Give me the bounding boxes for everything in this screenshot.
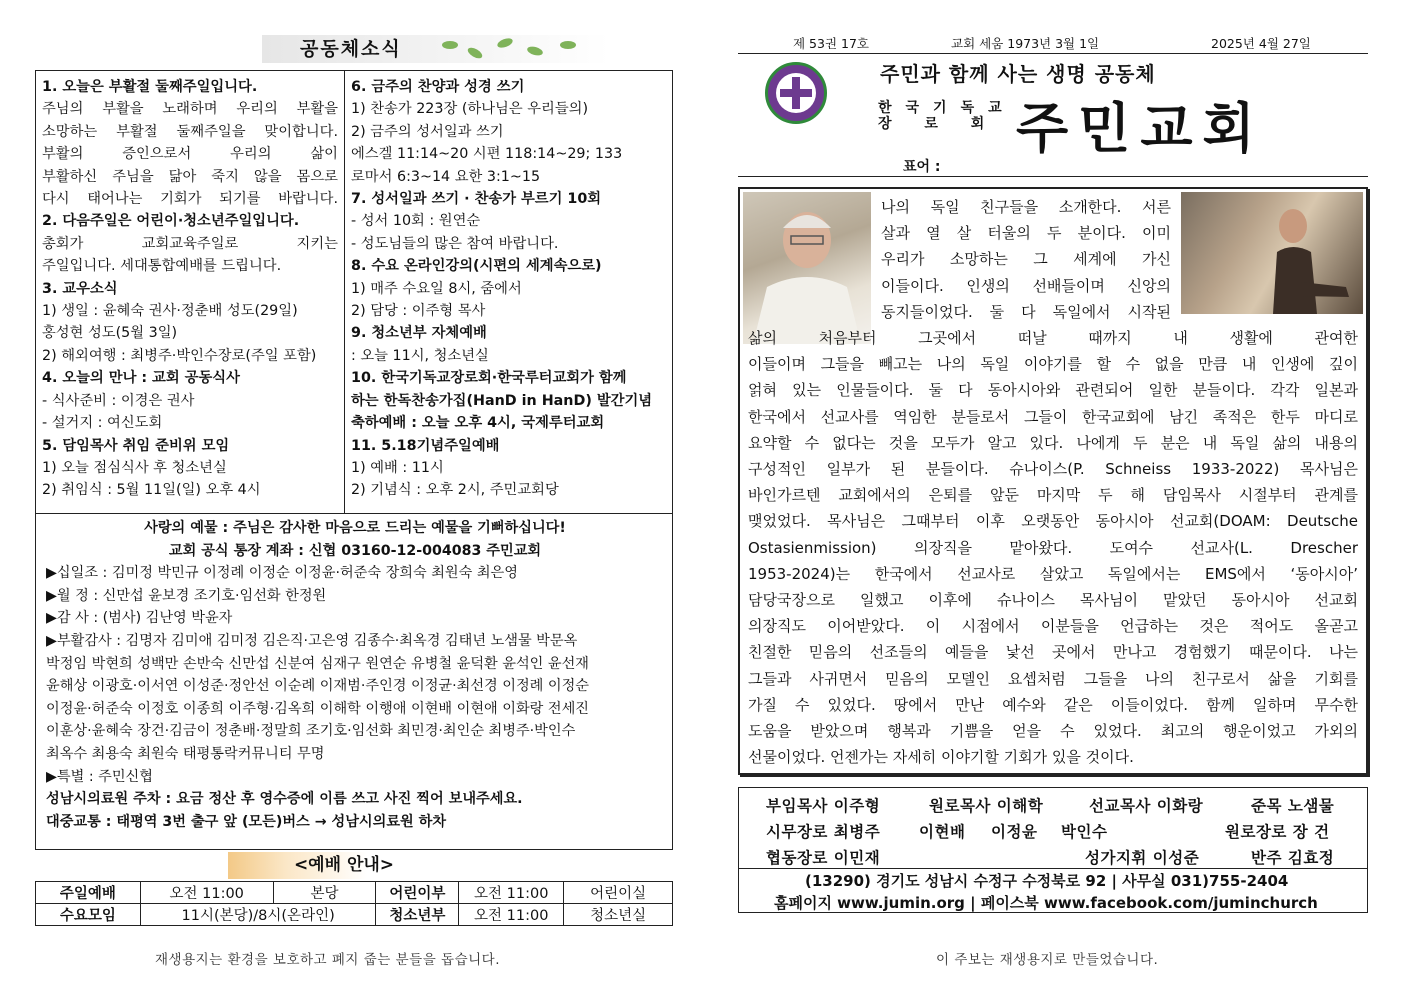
issue-date: 2025년 4월 27일 [1211,36,1311,51]
article-line: 요약할 수 없다는 것을 모두가 알고 있다. 나에게 두 분은 내 독일 삶의 내용의 [748,433,1358,452]
leaf-decoration [442,41,458,49]
denomination: 한국기독교 장 로 회 [878,100,1016,132]
text-line: 부활하신 주님을 닮아 죽지 않을 몸으로 [42,168,338,185]
text-line: 에스겔 11:14~20 시편 118:14~29; 133 [351,146,623,163]
text-line: 이정윤·허준숙 이정호 이종희 이주형·김옥희 이해학 이행애 이현배 이현애 이화랑 전세진 [46,700,589,717]
volume-number: 제 53권 17호 [793,36,869,51]
article-line: 바인가르텐 교회에서의 은퇴를 앞둔 마지막 두 해 담임목사 시절부터 관계를 [748,486,1358,505]
text-line: 2) 취임식 : 5월 11일(일) 오후 4시 [42,482,261,499]
article-line: 친절한 믿음의 선조들의 예들을 낯선 곳에서 만나고 경험했기 때문이다. 나는 [748,643,1358,662]
article-line: 살과 열 살 터울의 두 분이다. 이미 [881,224,1171,243]
staff-item: 박인수 [1061,823,1108,841]
text-line: 1) 생일 : 윤혜숙 권사·정춘배 성도(29일) [42,303,298,320]
text-line: 대중교통 : 태평역 3번 출구 앞 (모든)버스 → 성남시의료원 하차 [46,813,447,830]
text-line: 11. 5.18기념주일예배 [351,437,500,454]
text-line: 1) 오늘 점심식사 후 청소년실 [42,459,227,476]
staff-item: 시무장로 최병주 [766,823,881,841]
leaf-decoration [496,37,514,50]
founded-date: 교회 세움 1973년 3월 1일 [951,36,1100,51]
table-cell: 청소년실 [564,904,673,926]
article-line: 나의 독일 친구들을 소개한다. 서른 [881,198,1171,216]
text-line: : 오늘 11시, 청소년실 [351,347,489,364]
staff-item: 성가지휘 이성준 [1085,849,1200,867]
staff-item: 협동장로 이민재 [766,849,881,867]
staff-item: 선교목사 이화랑 [1089,797,1204,815]
table-cell: 오전 11:00 [459,904,564,926]
table-cell: 오전 11:00 [140,882,273,904]
text-line: 최옥수 최용숙 최원숙 태평통락커뮤니티 무명 [46,745,325,762]
worship-title: <예배 안내> [228,852,460,879]
staff-item: 이현배 [919,823,966,841]
text-line: 1) 매주 수요일 8시, 줌에서 [351,280,522,297]
church-name: 주민교회 [1016,97,1265,160]
text-line: ▶부활감사 : 김명자 김미애 김미정 김은직·고은영 김종수·최옥경 김태년 노샘물 박문옥 [46,632,578,649]
staff-item: 원로장로 장 건 [1225,823,1330,841]
photo-schneiss [743,192,871,344]
text-line: 홍성현 성도(5월 3일) [42,325,178,342]
text-line: ▶월 정 : 신만섭 윤보경 조기호·임선화 한정원 [46,587,327,604]
text-line: 2) 해외여행 : 최병주·박인수장로(주일 포함) [42,347,317,364]
text-line: 교회 공식 통장 계좌 : 신협 03160-12-004083 주민교회 [168,542,542,559]
staff-box [738,787,1368,913]
text-line: 10. 한국기독교장로회·한국루터교회가 함께 [351,370,627,387]
leaf-decoration [526,45,544,57]
text-line: 축하예배 : 오늘 오후 4시, 국제루터교회 [351,415,605,432]
text-line: 다시 태어나는 기회가 되기를 바랍니다. [42,191,338,208]
text-line: ▶십일조 : 김미정 박민규 이정례 이정순 이정윤·허준숙 장희숙 최원숙 최은영 [46,565,518,582]
text-line: 윤해상 이광호·이서연 이성준·정안선 이순례 이재범·주인경 이정균·최선경 이정례 이정순 [46,678,589,695]
table-row [36,882,673,904]
text-line: ▶특별 : 주민신협 [46,768,153,785]
text-line: - 식사준비 : 이경은 권사 [42,392,195,409]
text-line: 2) 금주의 성서일과 쓰기 [351,123,504,140]
text-line: 8. 수요 온라인강의(시편의 세계속으로) [351,258,602,275]
offering-box [35,514,673,850]
text-line: 주일입니다. 세대통합예배를 드립니다. [42,258,282,275]
staff-item: 부임목사 이주형 [766,797,881,815]
article-line: 이들이며 그들을 빼고는 나의 독일 이야기를 할 수 없을 만큼 내 인생에 깊이 [748,355,1358,374]
article-line: 얽혀 있는 인물들이다. 둘 다 동아시아와 관련되어 일한 분들이다. 각각 일본과 [748,381,1358,400]
table-cell: 청소년부 [376,904,459,926]
text-line: 2) 기념식 : 오후 2시, 주민교회당 [351,482,559,499]
leaf-decoration [466,46,484,61]
article-line: Ostasienmission) 의장직을 맡아왔다. 도여수 선교사(L. Drescher [748,538,1358,557]
table-cell: 수요모임 [36,904,141,926]
text-line: 주님의 부활을 노래하며 우리의 부활을 [42,101,338,118]
text-line: ▶감 사 : (범사) 김난영 박윤자 [46,610,233,627]
article-line: 1953-2024)는 한국에서 선교사로 살았고 독일에서는 EMS에서 ‘동아시아’ [748,564,1358,583]
text-line: 성남시의료원 주차 : 요금 정산 후 영수증에 이름 쓰고 사진 찍어 보내주세요. [46,791,523,808]
text-line: 부활의 증인으로서 우리의 삶이 [42,146,338,163]
text-line: 총회가 교회교육주일로 지키는 [42,235,338,252]
staff-item: 이정윤 [991,823,1038,841]
table-row [36,904,673,926]
divider [738,176,1368,177]
staff-item: 반주 김효정 [1251,849,1335,867]
text-line: - 성도님들의 많은 참여 바랍니다. [351,235,559,252]
article-line: 가질 수 있었다. 땅에서 만난 예수와 같은 이들이었다. 함께 일하며 무수한 [748,695,1358,714]
table-cell: 본당 [273,882,376,904]
text-line: 2. 다음주일은 어린이·청소년주일입니다. [42,213,300,230]
text-line: 소망하는 부활절 둘째주일을 맞이합니다. [42,123,338,140]
staff-item: 원로목사 이해학 [929,797,1044,815]
text-line: 1) 예배 : 11시 [351,459,444,476]
article-line: 맺었었다. 목사님은 그때부터 이후 오랫동안 동아시아 선교회(DOAM: Deutsche [748,512,1358,531]
text-line: 박정임 박현희 성백만 손반숙 신만섭 신분여 심재구 원연순 유병철 윤덕환 윤석인 윤선재 [46,655,589,672]
church-address: (13290) 경기도 성남시 수정구 수정북로 92 | 사무실 031)755-2404 [805,872,1289,890]
text-line: 사랑의 예물 : 주님은 감사한 마음으로 드리는 예물을 기뻐하십니다! [144,520,566,536]
news-column-right [345,70,673,514]
text-line: 로마서 6:3~14 요한 3:1~15 [351,168,541,185]
text-line: 6. 금주의 찬양과 성경 쓰기 [351,79,525,95]
left-footer: 재생용지는 환경을 보호하고 폐지 줍는 분들을 돕습니다. [155,952,500,968]
text-line: 7. 성서일과 쓰기 · 찬송가 부르기 10회 [351,191,602,208]
text-line: - 설거지 : 여신도회 [42,415,163,432]
text-line: 3. 교우소식 [42,280,118,297]
leaf-decoration [560,41,576,49]
church-logo-icon [765,62,827,124]
article-line: 담당국장으로 일했고 이후에 슈나이스 목사님이 맡았던 동아시아 선교회 [748,591,1358,609]
section-title: 공동체소식 [262,35,610,63]
text-line: 5. 담임목사 취임 준비위 모임 [42,437,230,454]
article-line: 동지들이었다. 둘 다 독일에서 시작된 [881,302,1171,321]
article-line: 삶의 처음부터 그곳에서 떠날 때까지 내 생활에 관여한 [748,329,1358,347]
right-footer: 이 주보는 재생용지로 만들었습니다. [936,952,1159,968]
article-line: 도움을 받았으며 행복과 기쁨을 얻을 수 있었다. 최고의 행운이었고 가외의 [748,722,1358,740]
church-web[interactable]: 홈페이지 www.jumin.org | 페이스북 www.facebook.com/juminchurch [774,894,1318,912]
text-line: 하는 한독찬송가집(HanD in HanD) 발간기념 [351,392,653,409]
table-cell: 어린이실 [564,882,673,904]
news-column-left [35,70,345,514]
article-line: 구성적인 일부가 된 분들이다. 슈나이스(P. Schneiss 1933-2022) 목사님은 [748,460,1358,478]
table-cell: 오전 11:00 [459,882,564,904]
text-line: 1) 찬송가 223장 (하나님은 우리들의) [351,101,589,118]
article-line: 한국에서 선교사를 역임한 분들로서 그들이 한국교회에 남긴 족적은 한두 마디로 [748,407,1358,426]
photo-drescher [1181,192,1363,314]
article-line: 선물이었다. 언젠가는 자세히 이야기할 기회가 있을 것이다. [748,748,1134,767]
worship-schedule-table [35,881,673,926]
table-cell: 11시(본당)/8시(온라인) [140,904,376,926]
issue-header [738,34,1368,54]
text-line: 1. 오늘은 부활절 둘째주일입니다. [42,79,258,95]
church-motto: 주민과 함께 사는 생명 공동체 [880,62,1156,86]
article-line: 의장직도 이어받았다. 이 시점에서 이분들을 언급하는 것은 적어도 올곧고 [748,617,1358,636]
article-line: 이들이다. 인생의 선배들이며 신앙의 [881,276,1171,295]
table-cell: 어린이부 [376,882,459,904]
staff-item: 준목 노샘물 [1251,797,1335,815]
text-line: 4. 오늘의 만나 : 교회 공동식사 [42,370,240,387]
text-line: - 성서 10회 : 원연순 [351,213,481,230]
article-line: 그들과 사귀면서 믿음의 모델인 요셉처럼 그들을 나의 친구로서 삶을 기회를 [748,669,1358,688]
text-line: 9. 청소년부 자체예배 [351,325,487,342]
article-line: 우리가 소망하는 그 세계에 가신 [881,250,1171,269]
table-cell: 주일예배 [36,882,141,904]
text-line: 2) 담당 : 이주형 목사 [351,303,486,320]
text-line: 이훈상·윤혜숙 장건·김금이 정춘배·정말희 조기호·임선화 최민경·최인순 최병주·박인수 [46,723,576,740]
cover-label: 표어 : [903,159,941,175]
